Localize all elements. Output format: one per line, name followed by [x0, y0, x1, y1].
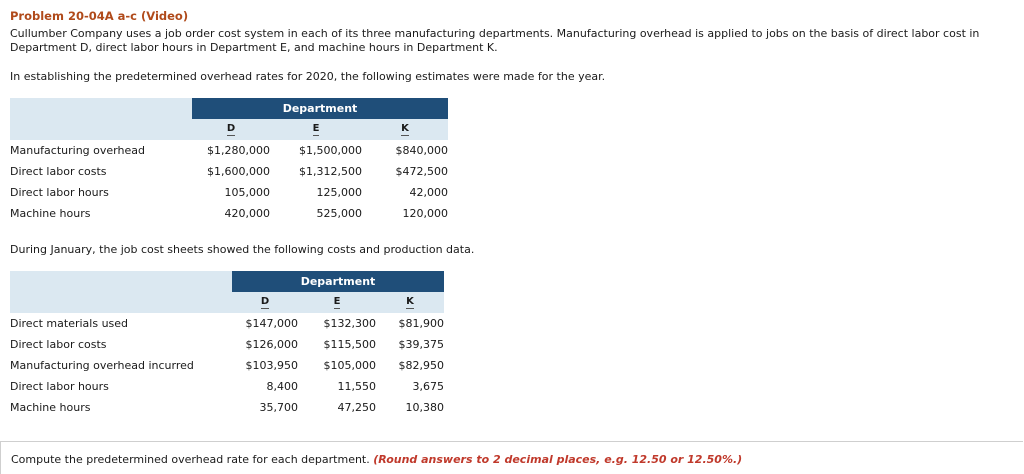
cell-value: 47,250 [337, 401, 376, 414]
cell-value: 525,000 [316, 207, 362, 220]
column-header-e: E [270, 119, 362, 140]
question-text: Compute the predetermined overhead rate for each department. [11, 453, 370, 466]
table-row [10, 161, 448, 182]
cell-value: $132,300 [323, 317, 376, 330]
column-header-d: D [192, 119, 270, 140]
department-header: Department [232, 271, 444, 292]
cell-value: $472,500 [395, 165, 448, 178]
cell-value: $147,000 [245, 317, 298, 330]
row-label: Machine hours [10, 207, 91, 220]
cell-value: $105,000 [323, 359, 376, 372]
problem-intro: Cullumber Company uses a job order cost system in each of its three manufacturing departments. Manufacturing overhead is applied to jobs on the basis of direct labor cost in Department D, direct labor hours in Department E, and machine hours in Department K. [10, 27, 980, 54]
table-row [10, 140, 448, 161]
row-label: Direct materials used [10, 317, 129, 330]
row-label: Machine hours [10, 401, 91, 414]
row-label: Direct labor costs [10, 338, 107, 351]
estimates-table [10, 98, 448, 224]
cell-value: $1,600,000 [207, 165, 270, 178]
january-table [10, 271, 444, 418]
table-row [10, 313, 444, 334]
row-label: Manufacturing overhead incurred [10, 359, 194, 372]
cell-value: 420,000 [224, 207, 270, 220]
table-row [10, 182, 448, 203]
cell-value: $103,950 [245, 359, 298, 372]
cell-value: 8,400 [266, 380, 298, 393]
cell-value: $126,000 [245, 338, 298, 351]
row-label: Manufacturing overhead [10, 144, 145, 157]
cell-value: $82,950 [398, 359, 444, 372]
cell-value: 10,380 [405, 401, 444, 414]
estimates-intro: In establishing the predetermined overhead rates for 2020, the following estimates were made for the year. [10, 70, 606, 83]
table-row [10, 203, 448, 224]
cell-value: $39,375 [398, 338, 444, 351]
cell-value: 125,000 [316, 186, 362, 199]
question-prompt [11, 453, 742, 466]
column-header-d: D [232, 292, 298, 313]
cell-value: 42,000 [409, 186, 448, 199]
row-label: Direct labor hours [10, 380, 109, 393]
january-intro: During January, the job cost sheets showed the following costs and production data. [10, 243, 475, 256]
table-row [10, 376, 444, 397]
column-header-k: K [376, 292, 444, 313]
cell-value: $81,900 [398, 317, 444, 330]
column-header-e: E [298, 292, 376, 313]
cell-value: 35,700 [259, 401, 298, 414]
problem-title: Problem 20-04A a-c (Video) [10, 9, 189, 23]
rounding-hint: (Round answers to 2 decimal places, e.g. 12.50 or 12.50%.) [373, 453, 743, 466]
table-row [10, 397, 444, 418]
table-row [10, 355, 444, 376]
cell-value: $1,280,000 [207, 144, 270, 157]
cell-value: 105,000 [224, 186, 270, 199]
row-label: Direct labor hours [10, 186, 109, 199]
row-label: Direct labor costs [10, 165, 107, 178]
cell-value: $1,312,500 [299, 165, 362, 178]
cell-value: $1,500,000 [299, 144, 362, 157]
cell-value: 3,675 [412, 380, 444, 393]
department-header: Department [192, 98, 448, 119]
cell-value: 11,550 [337, 380, 376, 393]
question-box [0, 441, 1023, 474]
cell-value: 120,000 [402, 207, 448, 220]
table-row [10, 334, 444, 355]
column-header-k: K [362, 119, 448, 140]
cell-value: $115,500 [323, 338, 376, 351]
cell-value: $840,000 [395, 144, 448, 157]
